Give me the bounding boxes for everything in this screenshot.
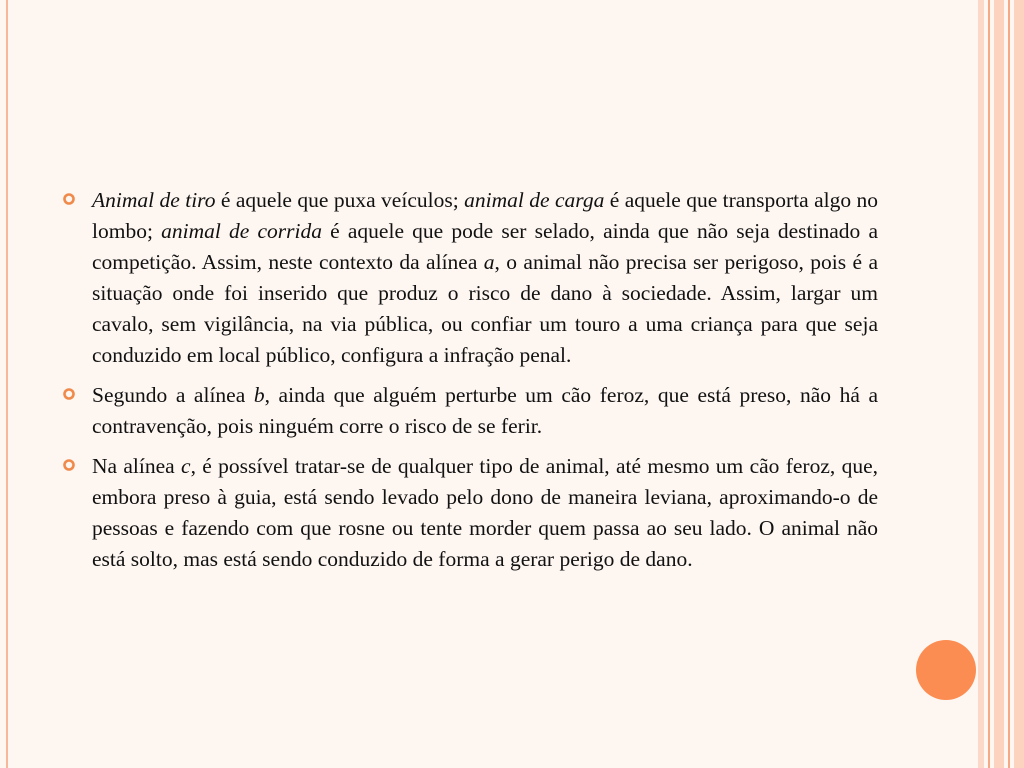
bullet-text (92, 454, 878, 571)
text-segment: , ainda que alguém perturbe um cão feroz, que está preso, não há a contravenção, pois ninguém corre o risco de se ferir. (92, 383, 878, 438)
text-segment: , o animal não precisa ser perigoso, pois é a situação onde foi inserido que produz o risco de dano à sociedade. Assim, largar um cavalo, sem vigilância, na via pública, ou confiar um touro a uma criança para que seja conduzido em local público, configura a infração penal. (92, 250, 878, 367)
ring-bullet-icon (62, 387, 76, 401)
stripe (978, 0, 984, 768)
bullet-item (60, 380, 878, 442)
text-segment: Segundo a alínea (92, 383, 254, 407)
text-segment: a (483, 250, 495, 274)
stripe-line (988, 0, 990, 768)
slide-content (60, 185, 878, 584)
stripe (1014, 0, 1024, 768)
text-segment: animal de carga (464, 188, 605, 212)
text-segment: é aquele que pode ser selado, ainda que não seja destinado a competição. Assim, neste contexto da alínea (92, 219, 878, 274)
text-segment: c (181, 454, 191, 478)
bullet-text (92, 383, 878, 438)
bullet-text (92, 188, 878, 367)
text-segment: é aquele que transporta algo no lombo; (92, 188, 878, 243)
stripe (994, 0, 1004, 768)
text-segment: b (253, 383, 265, 407)
text-segment: é aquele que puxa veículos; (215, 188, 465, 212)
text-segment: animal de corrida (161, 219, 322, 243)
text-segment: Animal de tiro (92, 188, 216, 212)
orange-circle-icon (916, 640, 976, 700)
bullet-item (60, 185, 878, 371)
text-segment: Na alínea (92, 454, 182, 478)
right-stripe-decoration (978, 0, 1024, 768)
ring-bullet-icon (62, 458, 76, 472)
left-border-decoration (0, 0, 8, 768)
text-segment: , é possível tratar-se de qualquer tipo de animal, até mesmo um cão feroz, que, embora preso à guia, está sendo levado pelo dono de maneira leviana, aproximando-o de pessoas e fazendo com que rosne ou tente morder quem passa ao seu lado. O animal não está solto, mas está sendo conduzido de forma a gerar perigo de dano. (92, 454, 878, 571)
ring-bullet-icon (62, 192, 76, 206)
stripe-line (1008, 0, 1010, 768)
bullet-item (60, 451, 878, 575)
